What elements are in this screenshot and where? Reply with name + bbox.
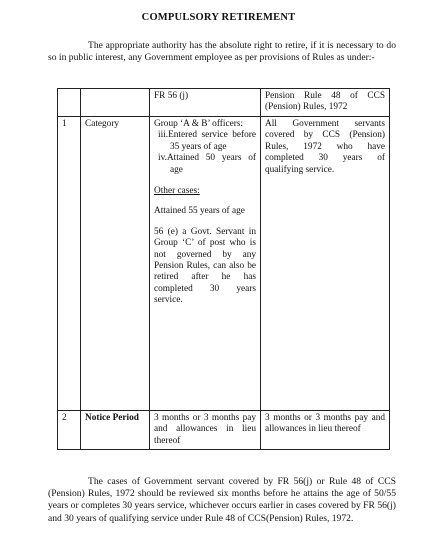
list-item: iii.Entered service before 35 years of age	[158, 130, 256, 152]
header-fr-cell: FR 56 (j)	[150, 89, 261, 117]
other-cases-heading: Other cases:	[154, 186, 200, 197]
notice-pension-cell: 3 months or 3 months pay and allowances in lieu thereof	[261, 411, 390, 450]
list-item: iv.Attained 50 years of age	[158, 153, 256, 175]
fr-sublist	[154, 130, 256, 176]
row-number: 2	[58, 411, 81, 450]
table-row-category	[58, 117, 390, 411]
fr-intro: Group ‘A & B’ officers:	[154, 119, 243, 129]
header-blank-label	[81, 89, 150, 117]
other-cases-paragraph: 56 (e) a Govt. Servant in Group ‘C’ of post who is not governed by any Pension Rules, can also be retired after he has completed 30 years service.	[154, 226, 256, 306]
row-label: Notice Period	[81, 411, 150, 450]
row-label: Category	[81, 117, 150, 411]
header-blank-no	[58, 89, 81, 117]
document-title: COMPULSORY RETIREMENT	[141, 12, 296, 23]
row-number: 1	[58, 117, 81, 411]
table-row-notice	[58, 411, 390, 450]
intro-paragraph: The appropriate authority has the absolute right to retire, if it is necessary to do so in public interest, any Government employee as per provisions of Rules as under:-	[48, 40, 396, 64]
notice-fr-cell: 3 months or 3 months pay and allowances in lieu thereof	[150, 411, 261, 450]
other-cases-paragraph: Attained 55 years of age	[154, 206, 245, 217]
rules-table	[57, 88, 390, 450]
category-pension-cell: All Government servants covered by CCS (Pension) Rules, 1972 who have completed 30 years of qualifying service.	[261, 117, 390, 411]
closing-paragraph: The cases of Government servant covered by FR 56(j) or Rule 48 of CCS (Pension) Rules, 1972 should be reviewed six months before he attains the age of 50/55 years or completes 30 years service, whichever occurs earlier in cases covered by FR 56(j) and 30 years of qualifying service under Rule 48 of CCS(Pension) Rules, 1972.	[48, 476, 396, 524]
header-pension-cell: Pension Rule 48 of CCS (Pension) Rules, 1972	[261, 89, 390, 117]
category-fr-cell	[150, 117, 261, 411]
table-header-row	[58, 89, 390, 117]
